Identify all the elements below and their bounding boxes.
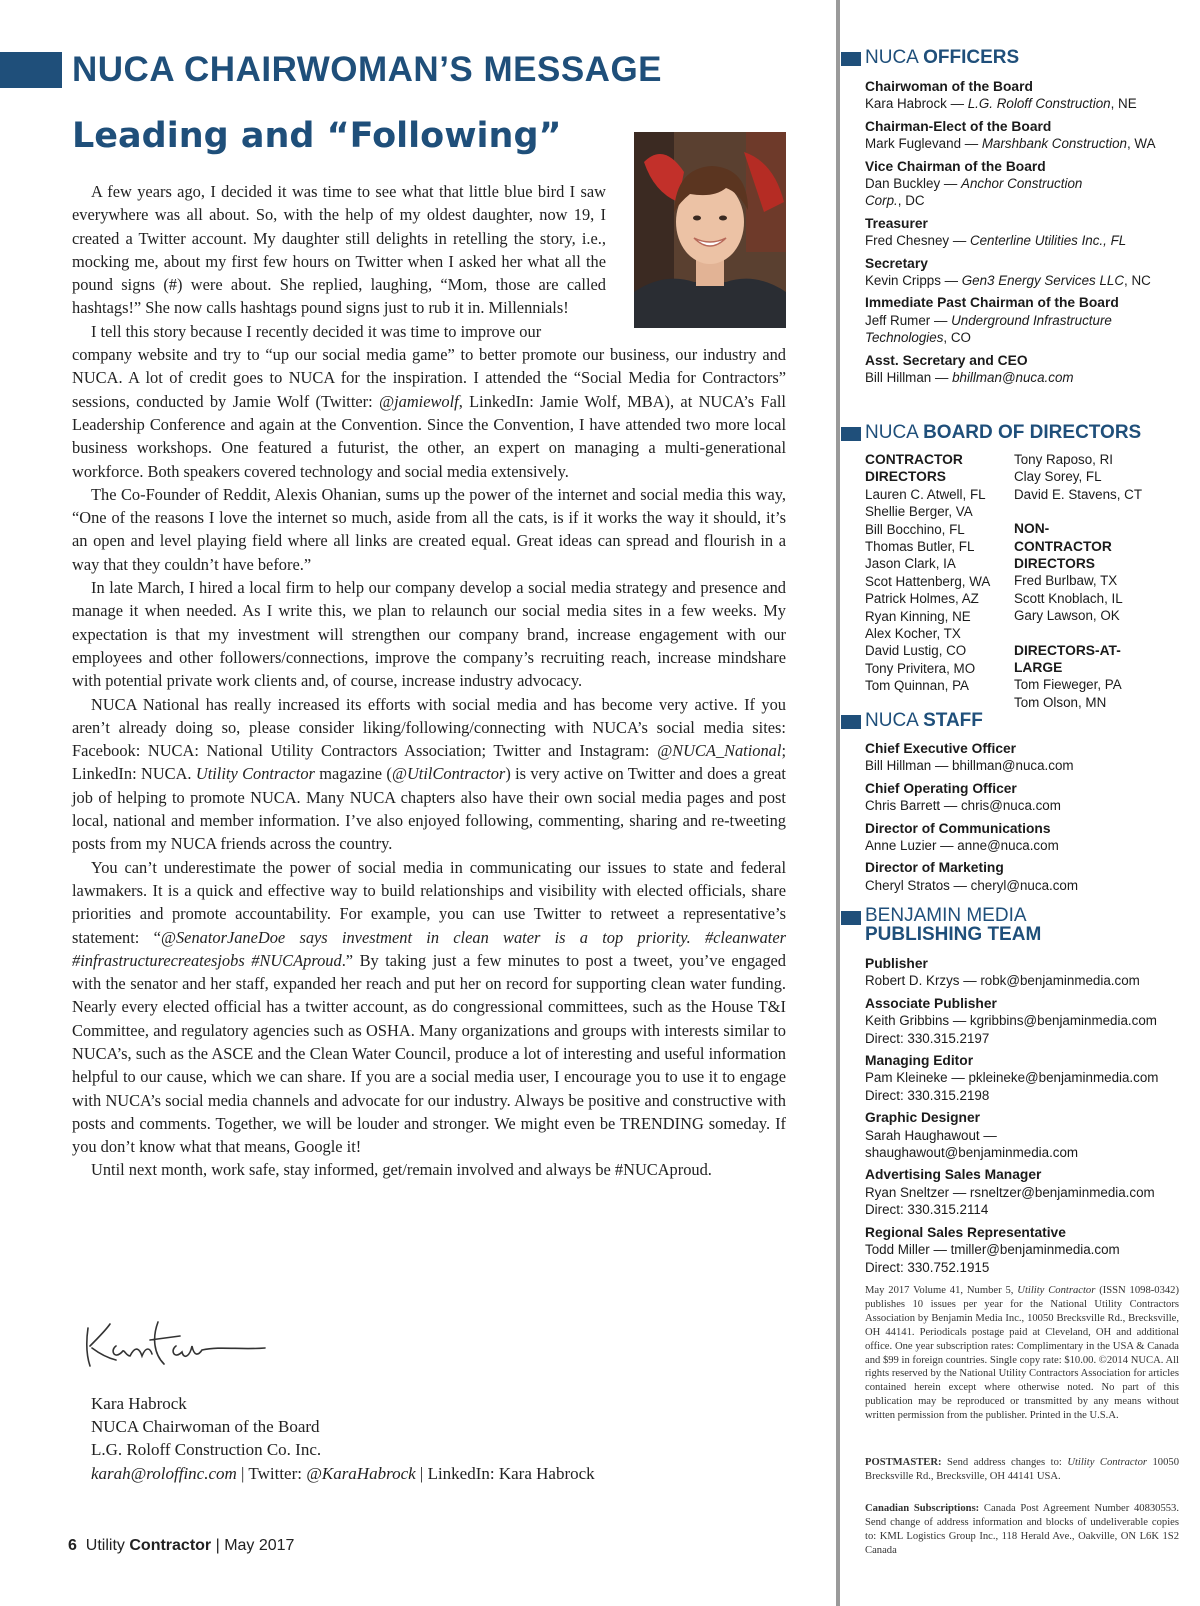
article-body <box>72 180 786 1182</box>
author-signature <box>80 1316 270 1376</box>
footer-magazine: Contractor <box>129 1537 212 1554</box>
paragraph-6: You can’t underestimate the power of social media in communicating our issues to state and federal lawmakers. It is a quick and effective way to build relationships and visibility with elected officials, share priorities and promote accountability. For example, you can use Twitter to retweet a representative’s statement: “@SenatorJaneDoe says investment in clean water is a top priority. #cleanwater #infrastructurecreatesjobs #NUCAproud.” By taking just a few minutes to post a tweet, you’ve engaged with the senator and her staff, expanded her reach and put her on record for supporting clean water funding. Nearly every elected official has a twitter account, as do congressional committees, such as the House T&I Committee, and regulatory agencies such as OSHA. Many organizations and groups with interests similar to NUCA’s, such as the ASCE and the Clean Water Council, produce a lot of interesting and useful information helpful to our cause, which we can share. If you are a social media user, I encourage you to use it to engage with NUCA’s social media channels and advocate for our industry. Always be positive and constructive with posts and comments. Together, we will be louder and stronger. We might even be TRENDING someday. If you don’t know what that means, Google it! <box>72 857 786 1157</box>
director-name: Alex Kocher, TX <box>865 626 961 642</box>
example-tweet: @SenatorJaneDoe says investment in clean water is a top priority. #cleanwater #infrastructurecreatesjobs #NUCAproud <box>72 927 786 970</box>
author-name: Kara Habrock <box>91 1394 187 1413</box>
director-name: Thomas Butler, FL <box>865 539 975 555</box>
ceo-email-link[interactable]: bhillman@nuca.com <box>952 370 1074 386</box>
nuca-instagram-handle: @NUCA_National <box>657 741 782 761</box>
officers-list: Chairwoman of the Board Kara Habrock — L.G. Roloff Construction, NE Chairman-Elect of the Board Mark Fuglevand — Marshbank Construction, WA Vice Chairman of the Board Dan Buckley — Anchor Construction Corp., DC Treasurer Fred Chesney — Centerline Utilities Inc., FL Secretary Kevin Cripps — Gen3 Energy Services LLC, NC Immediate Past Chairman of the Board Jeff Rumer — Underground Infrastructure Technologies, CO Asst. Secretary and CEO Bill Hillman — bhillman@nuca.com <box>865 79 1156 386</box>
director-name: Scott Knoblach, IL <box>1014 590 1123 606</box>
director-name: Clay Sorey, FL <box>1014 469 1102 485</box>
other-directors: Tony Raposo, RI Clay Sorey, FL David E. Stavens, CT NON-CONTRACTOR DIRECTORS Fred Burlbaw, TX Scott Knoblach, IL Gary Lawson, OK DIRECTORS-AT-LARGE Tom Fieweger, PA Tom Olson, MN <box>1014 451 1174 711</box>
staff-list: Chief Executive Officer Bill Hillman — bhillman@nuca.com Chief Operating Officer Chris Barrett — chris@nuca.com Director of Communications Anne Luzier — anne@nuca.com Director of Marketing Cheryl Stratos — cheryl@nuca.com <box>865 741 1079 893</box>
footer-date: May 2017 <box>224 1537 295 1554</box>
twitter-handle-jamiewolf: @jamiewolf <box>379 391 459 411</box>
director-name: Scot Hattenberg, WA <box>865 573 991 589</box>
director-name: Fred Burlbaw, TX <box>1014 573 1118 589</box>
article-headline: Leading and “Following” <box>72 116 562 156</box>
author-title: NUCA Chairwoman of the Board <box>91 1417 320 1437</box>
director-name: Tony Privitera, MO <box>865 660 976 676</box>
director-name: Patrick Holmes, AZ <box>865 591 979 607</box>
author-linkedin: | LinkedIn: Kara Habrock <box>415 1463 595 1483</box>
contractor-directors: CONTRACTOR DIRECTORS Lauren C. Atwell, FL Shellie Berger, VA Bill Bocchino, FL Thomas Butler, FL Jason Clark, IA Scot Hattenberg, WA Patrick Holmes, AZ Ryan Kinning, NE Alex Kocher, TX David Lustig, CO Tony Privitera, MO Tom Quinnan, PA <box>865 451 1005 695</box>
director-name: Ryan Kinning, NE <box>865 608 971 624</box>
director-name: Lauren C. Atwell, FL <box>865 486 986 502</box>
signoff-block <box>91 1392 595 1485</box>
magazine-name: Utility Contractor <box>195 764 315 784</box>
section-title: NUCA CHAIRWOMAN’S MESSAGE <box>72 50 663 89</box>
director-name: Jason Clark, IA <box>865 556 956 572</box>
director-name: Shellie Berger, VA <box>865 504 973 520</box>
director-name: Tom Olson, MN <box>1014 694 1107 710</box>
paragraph-7: Until next month, work safe, stay informed, get/remain involved and always be #NUCAproud. <box>91 1160 712 1180</box>
postmaster-info: POSTMASTER: Send address changes to: Utility Contractor 10050 Brecksville Rd., Brecksville, OH 44141 USA. <box>865 1457 1179 1482</box>
director-name: Bill Bocchino, FL <box>865 521 965 537</box>
section-color-bar <box>0 52 62 88</box>
director-name: Tom Quinnan, PA <box>865 678 969 694</box>
publication-info: May 2017 Volume 41, Number 5, Utility Contractor (ISSN 1098-0342) publishes 10 issues per year for the National Utility Contractors Association by Benjamin Media Inc., 10050 Brecksville Rd., Brecksville, OH 44141. Periodicals postage paid at Cleveland, OH and additional office. One year subscription rates: Complimentary in the USA & Canada and $99 in foreign countries. Single copy rate: $10.00. ©2014 NUCA. All rights reserved by the National Utility Contractors Association for articles contained herein except where otherwise noted. No part of this publication may be reproduced or transmitted by any means without written permission from the publisher. Printed in the U.S.A. <box>865 1285 1179 1422</box>
author-contact: karah@roloffinc.com | Twitter: @KaraHabrock | LinkedIn: Kara Habrock <box>91 1463 595 1483</box>
paragraph-2-start: I tell this story because I recently decided it was time to improve our <box>91 321 542 341</box>
director-name: David Lustig, CO <box>865 643 967 659</box>
page-footer: 6 Utility Contractor | May 2017 <box>68 1537 295 1554</box>
paragraph-2: company website and try to “up our social media game” to better promote our business, our industry and NUCA. A lot of credit goes to NUCA for the inspiration. I attended the “Social Media for Contractors” sessions, conducted by Jamie Wolf (Twitter: @jamiewolf, LinkedIn: Jamie Wolf, MBA), at NUCA’s Fall Leadership Conference and again at the Convention. Since the Convention, I have attended two more local business workshops. One featured a futurist, the other, an expert on managing a multi-generational workforce. Both speakers covered technology and social media extensively. <box>72 345 786 481</box>
director-name: David E. Stavens, CT <box>1014 486 1143 502</box>
magazine-twitter-handle: @UtilContractor <box>391 764 506 784</box>
column-divider <box>836 0 840 1606</box>
author-twitter-link[interactable]: @KaraHabrock <box>306 1463 416 1483</box>
director-name: Tony Raposo, RI <box>1014 452 1113 467</box>
director-name: Gary Lawson, OK <box>1014 608 1120 624</box>
paragraph-1: A few years ago, I decided it was time to see what that little blue bird I saw everywhere was all about. So, with the help of my oldest daughter, now 19, I created a Twitter account. My daughter still delights in retelling the story, i.e., mocking me, about my first few hours on Twitter when I asked her what all the pound signs (#) were about. She replied, laughing, “Mom, those are called hashtags!” She now calls hashtags pound signs just to rub it in. Millennials! <box>72 182 606 318</box>
paragraph-3: The Co-Founder of Reddit, Alexis Ohanian, sums up the power of the internet and social media this way, “One of the reasons I love the internet so much, aside from all the cats, is if it works the way it should, it’s an open and level playing field where all links are created equal. Great ideas can spread and flourish in a way that they couldn’t have before.” <box>72 484 786 574</box>
paragraph-5: NUCA National has really increased its efforts with social media and has become very active. If you aren’t already doing so, please consider liking/following/connecting with NUCA’s social media sites: Facebook: NUCA: National Utility Contractors Association; Twitter and Instagram: @NUCA_National; LinkedIn: NUCA. Utility Contractor magazine (@UtilContractor) is very active on Twitter and does a great job of helping to promote NUCA. Many NUCA chapters also have their own social media pages and post local, national and member information. I’ve also enjoyed following, commenting, sharing and re-tweeting posts from my NUCA friends across the country. <box>72 694 786 854</box>
director-name: Tom Fieweger, PA <box>1014 677 1122 693</box>
page-number: 6 <box>68 1537 77 1554</box>
canadian-subscriptions: Canadian Subscriptions: Canada Post Agreement Number 40830553. Send change of address information and blocks of undeliverable copies to: KML Logistics Group Inc., 118 Herald Ave., Oakville, ON L6K 1S2 Canada <box>865 1503 1179 1556</box>
publishing-team-list: Publisher Robert D. Krzys — robk@benjaminmedia.com Associate Publisher Keith Gribbins — kgribbins@benjaminmedia.com Direct: 330.315.2197 Managing Editor Pam Kleineke — pkleineke@benjaminmedia.com Direct: 330.315.2198 Graphic Designer Sarah Haughawout — shaughawout@benjaminmedia.com Advertising Sales Manager Ryan Sneltzer — rsneltzer@benjaminmedia.com Direct: 330.315.2114 Regional Sales Representative Todd Miller — tmiller@benjaminmedia.com Direct: 330.752.1915 <box>865 956 1159 1275</box>
author-email-link[interactable]: karah@roloffinc.com <box>91 1463 237 1483</box>
paragraph-4: In late March, I hired a local firm to help our company develop a social media strategy and presence and manage it when needed. As I write this, we plan to relaunch our social media sites in a few weeks. My expectation is that my investment will strengthen our company brand, increase engagement with our employees and other followers/connections, improve the company’s recruiting reach, increase mindshare with potential private work clients and, of course, increase industry advocacy. <box>72 578 786 691</box>
author-company: L.G. Roloff Construction Co. Inc. <box>91 1440 322 1460</box>
